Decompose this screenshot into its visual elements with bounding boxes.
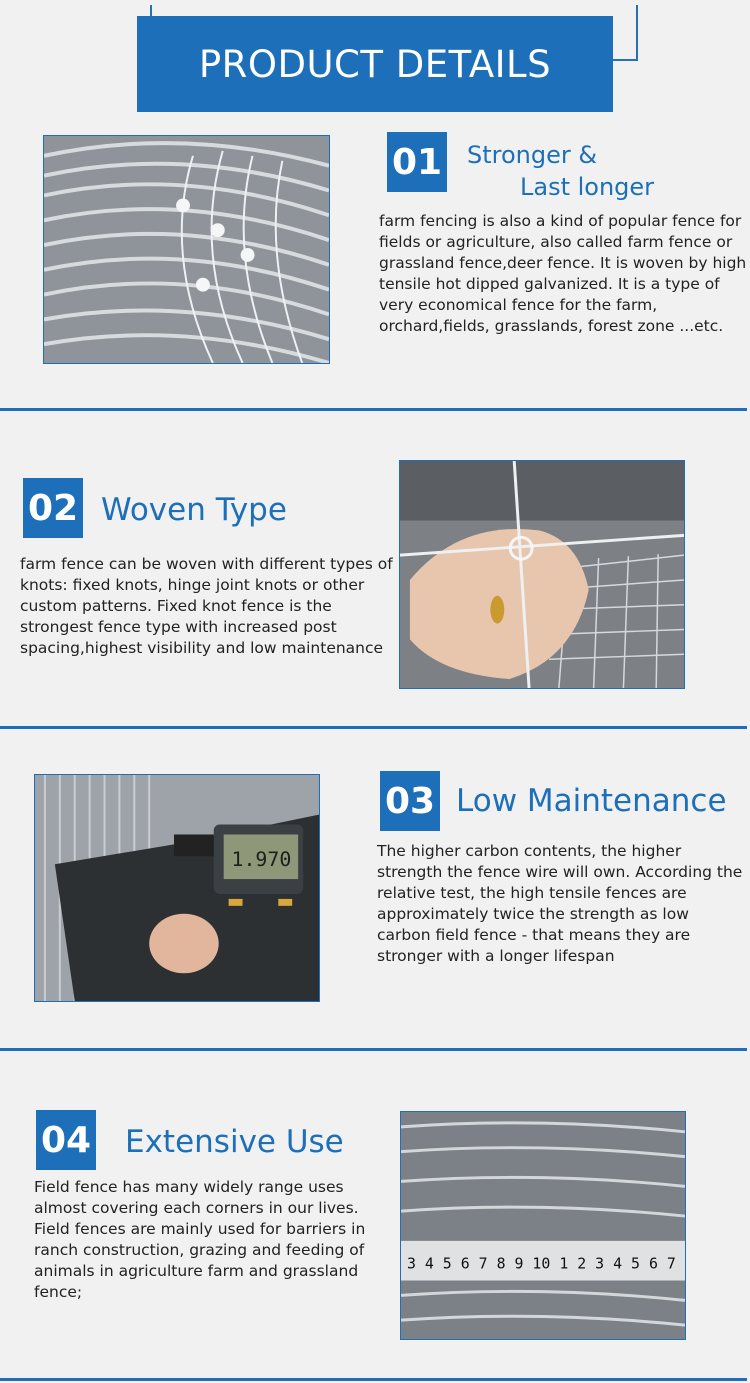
section-body: The higher carbon contents, the higher strength the fence wire will own. According the relative test, the high tensile fences are approximately twice the strength as low carbon field fence - that means they are stronger with a longer lifespan <box>377 842 743 965</box>
page-title: PRODUCT DETAILS <box>198 42 552 86</box>
section-title: Woven Type <box>101 492 287 528</box>
section-title-line1: Stronger & <box>467 141 598 169</box>
fence-ruler-photo <box>400 1111 686 1340</box>
section-number-badge: 03 <box>380 771 440 831</box>
section-body: farm fence can be woven with different types of knots: fixed knots, hinge joint knots or other custom patterns. Fixed knot fence is the strongest fence type with increased post spacing,highest visibility and low maintenance <box>20 555 393 657</box>
micrometer-photo <box>34 774 320 1002</box>
fence-coil-photo <box>43 135 330 364</box>
section-number-badge: 01 <box>387 132 447 192</box>
ruler-markings: 3 4 5 6 7 8 9 10 1 2 3 4 5 6 7 <box>406 1254 676 1273</box>
header-banner <box>137 16 613 112</box>
section-body: Field fence has many widely range uses almost covering each corners in our lives. Field fences are mainly used for barriers in ranch construction, grazing and feeding of animals in agriculture farm and grassland fence; <box>34 1178 366 1301</box>
section-number-badge: 04 <box>36 1110 96 1170</box>
section-number-badge: 02 <box>23 478 83 538</box>
section-title: Extensive Use <box>125 1124 344 1160</box>
section-divider <box>0 726 747 729</box>
section-title: Low Maintenance <box>456 783 727 819</box>
section-divider <box>0 408 747 411</box>
fence-knot-hand-photo <box>399 460 685 689</box>
section-title-line2: Last longer <box>520 173 655 201</box>
section-divider <box>0 1378 747 1381</box>
micrometer-readout: 1.970 <box>231 848 292 872</box>
section-divider <box>0 1048 747 1051</box>
section-body: farm fencing is also a kind of popular fence for fields or agriculture, also called farm fence or grassland fence,deer fence. It is woven by high tensile hot dipped galvanized. It is a type of very economical fence for the farm, orchard,fields, grasslands, forest zone ...etc. <box>379 212 747 335</box>
